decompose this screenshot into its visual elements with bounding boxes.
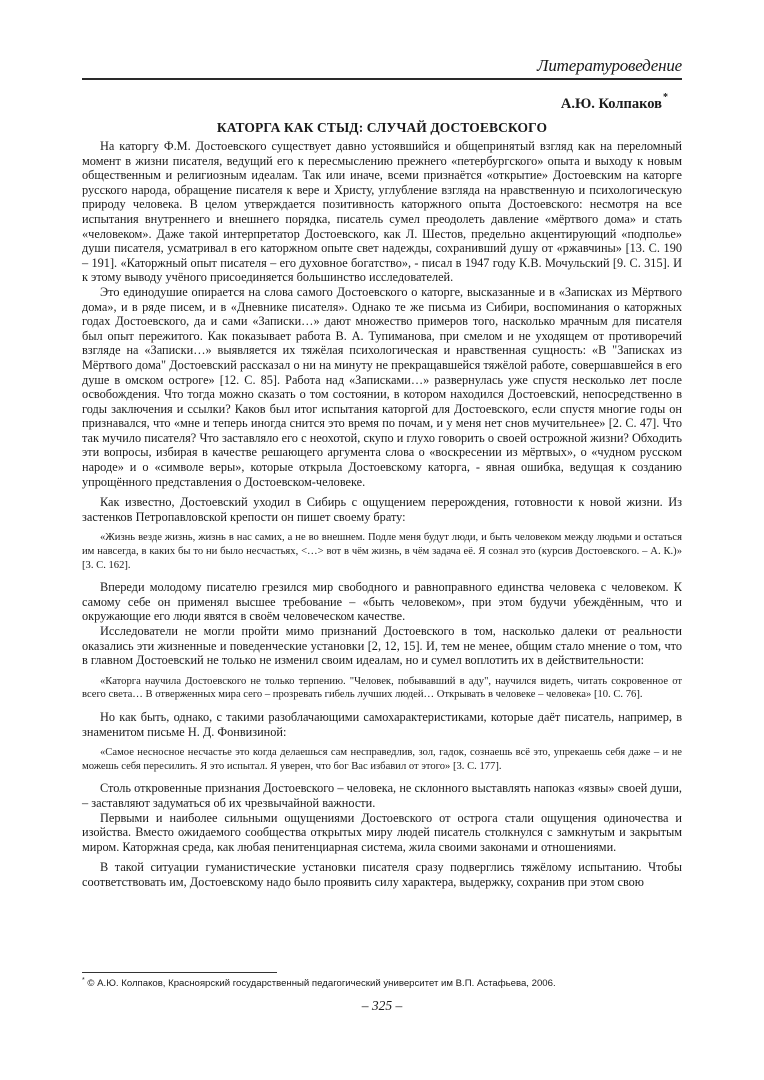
article-title: КАТОРГА КАК СТЫД: СЛУЧАЙ ДОСТОЕВСКОГО (216, 120, 548, 135)
paragraph: Столь откровенные признания Достоевского – человека, не склонного выставлять напоказ «язвы» своей души, – заставляют задуматься об их чрезвычайной важности. (82, 781, 682, 810)
paragraph: В такой ситуации гуманистические установки писателя сразу подверглись тяжёлому испытанию. Чтобы соответствовать им, Достоевскому надо было проявить силу характера, выдержку, сохранив при этом свою (82, 860, 682, 889)
section-title: Литературоведение (537, 56, 682, 75)
paragraph: Первыми и наиболее сильными ощущениями Достоевского от острога стали ощущения одиночества и изойства. Вместо ожидаемого сообщества открытых миру людей писатель столкнулся с замкнутым и закрытым миром. Каторжная среда, как любая пенитенциарная система, жила своими законами и отношениями. (82, 810, 682, 854)
author-footnote-mark: * (663, 92, 668, 103)
footnote (82, 977, 682, 989)
footnote-mark: * (82, 977, 85, 984)
paragraph: Впереди молодому писателю грезился мир свободного и равноправного единства человека с человеком. К самому себе он применял высшее требование – «быть человеком», при этом будучи убеждённым, что и окружающие его люди явятся в своём человеческом качестве. (82, 580, 682, 624)
paragraph: На каторгу Ф.М. Достоевского существует давно устоявшийся и общепринятый взгляд как на переломный момент в жизни писателя, ведущий его к пересмыслению прежнего «петербургского» опыта и выходу к новым общественным и религиозным идеалам. Так или иначе, всеми признаётся «открытие» Достоевским на каторге русского народа, обращение писателя к вере и Христу, углубление взгляда на нравственную и психологическую природу человека. В целом утверждается позитивность каторжного опыта Достоевского: несмотря на все испытания внутреннего и внешнего порядка, писатель сумел преодолеть давление «мёртвого дома» и стать «человеком». Даже такой интерпретатор Достоевского, как Л. Шестов, предельно акцентирующий «подполье» души писателя, усматривал в его каторжном опыте свет надежды, сохранивший душу от «ржавчины» [13. С. 190 – 191]. «Каторжный опыт писателя – его духовное богатство», - писал в 1947 году К.В. Мочульский [9. С. 315]. И к этому выводу учёного присоединяется большинство исследователей. (82, 139, 682, 285)
paragraph: Исследователи не могли пройти мимо признаний Достоевского в том, насколько далеки от реальности оказались эти жизненные и поведенческие установки [2, 12, 15]. И, тем не менее, общим стало мнение о том, что в главном Достоевский не только не изменил своим идеалам, но и сумел воплотить их в действительности: (82, 624, 682, 668)
block-quote: «Жизнь везде жизнь, жизнь в нас самих, а не во внешнем. Подле меня будут люди, и быть человеком между людьми и остаться им навсегда, в каких бы то ни было несчастьях, <…> вот в чём жизнь, в чём задача её. Я сознал это (курсив Достоевского. – А. К.)» [3. С. 162]. (82, 532, 682, 571)
footnote-text: © А.Ю. Колпаков, Красноярский государственный педагогический университет им В.П. Астафьева, 2006. (87, 978, 556, 990)
paragraph: Но как быть, однако, с такими разоблачающими самохарактеристиками, которые даёт писатель, например, в знаменитом письме Н. Д. Фонвизиной: (82, 709, 682, 739)
article-body (82, 139, 682, 890)
block-quote: «Самое несносное несчастье это когда делаешься сам несправедлив, зол, гадок, сознаешь всё это, упрекаешь себя даже – и не можешь себя пересилить. Я это испытал. Я уверен, что бог Вас избавил от этого» [3. С. 177]. (82, 747, 682, 772)
block-quote: «Каторга научила Достоевского не только терпению. "Человек, побывавший в аду", научился видеть, читать сокровенное от всего света… В отверженных мира сего – прозревать гибель лучших людей… Открывать в человеке – человека» [10. С. 76]. (82, 675, 682, 701)
author-name (561, 94, 668, 113)
page-number: – 325 – (361, 998, 403, 1013)
author-text: А.Ю. Колпаков (560, 95, 662, 112)
header-rule (82, 78, 682, 80)
paragraph: Это единодушие опирается на слова самого Достоевского о каторге, высказанные и в «Записках из Мёртвого дома», и в ряде писем, и в «Дневнике писателя». Однако те же письма из Сибири, воспоминания о каторжных годах Достоевского, да и сами «Записки…» дают множество примеров того, насколько мрачным для писателя был опыт пережитого. Как показывает работа В. А. Тупиманова, при смелом и не уходящем от противоречий взгляде на «Записки…» выявляется их тяжёлая психологическая и нравственная сущность: «В "Записках из Мёртвого дома" Достоевский рассказал о ни на минуту не прекращавшейся тяжёлой работе, совершавшейся в его душе в омском остроге» [12. С. 85]. Работа над «Записками…» развернулась уже спустя несколько лет после освобождения. Что тогда можно сказать о том состоянии, в котором находился Достоевский, непосредственно в годы заключения и ссылки? Каков был итог испытания каторгой для Достоевского, если спустя многие годы он признавался, что «мне и теперь иногда снится это время по почам, и у меня нет снов мучительнее» [2. С. 47]. Что так мучило писателя? Что заставляло его с неохотой, скупо и глухо говорить о своей острожной жизни? Обходить эти вопросы, избирая в качестве решающего аргумента слова о «воскресении из мёртвых», о «чудном русском народе» и о «символе веры», которые открыла Достоевскому каторга, - явная ошибка, ведущая к созданию упрощённого представления о Достоевском-человеке. (82, 284, 682, 489)
footnote-rule (82, 972, 277, 973)
paragraph: Как известно, Достоевский уходил в Сибирь с ощущением перерождения, готовности к новой жизни. Из застенков Петропавловской крепости он пишет своему брату: (82, 495, 682, 524)
